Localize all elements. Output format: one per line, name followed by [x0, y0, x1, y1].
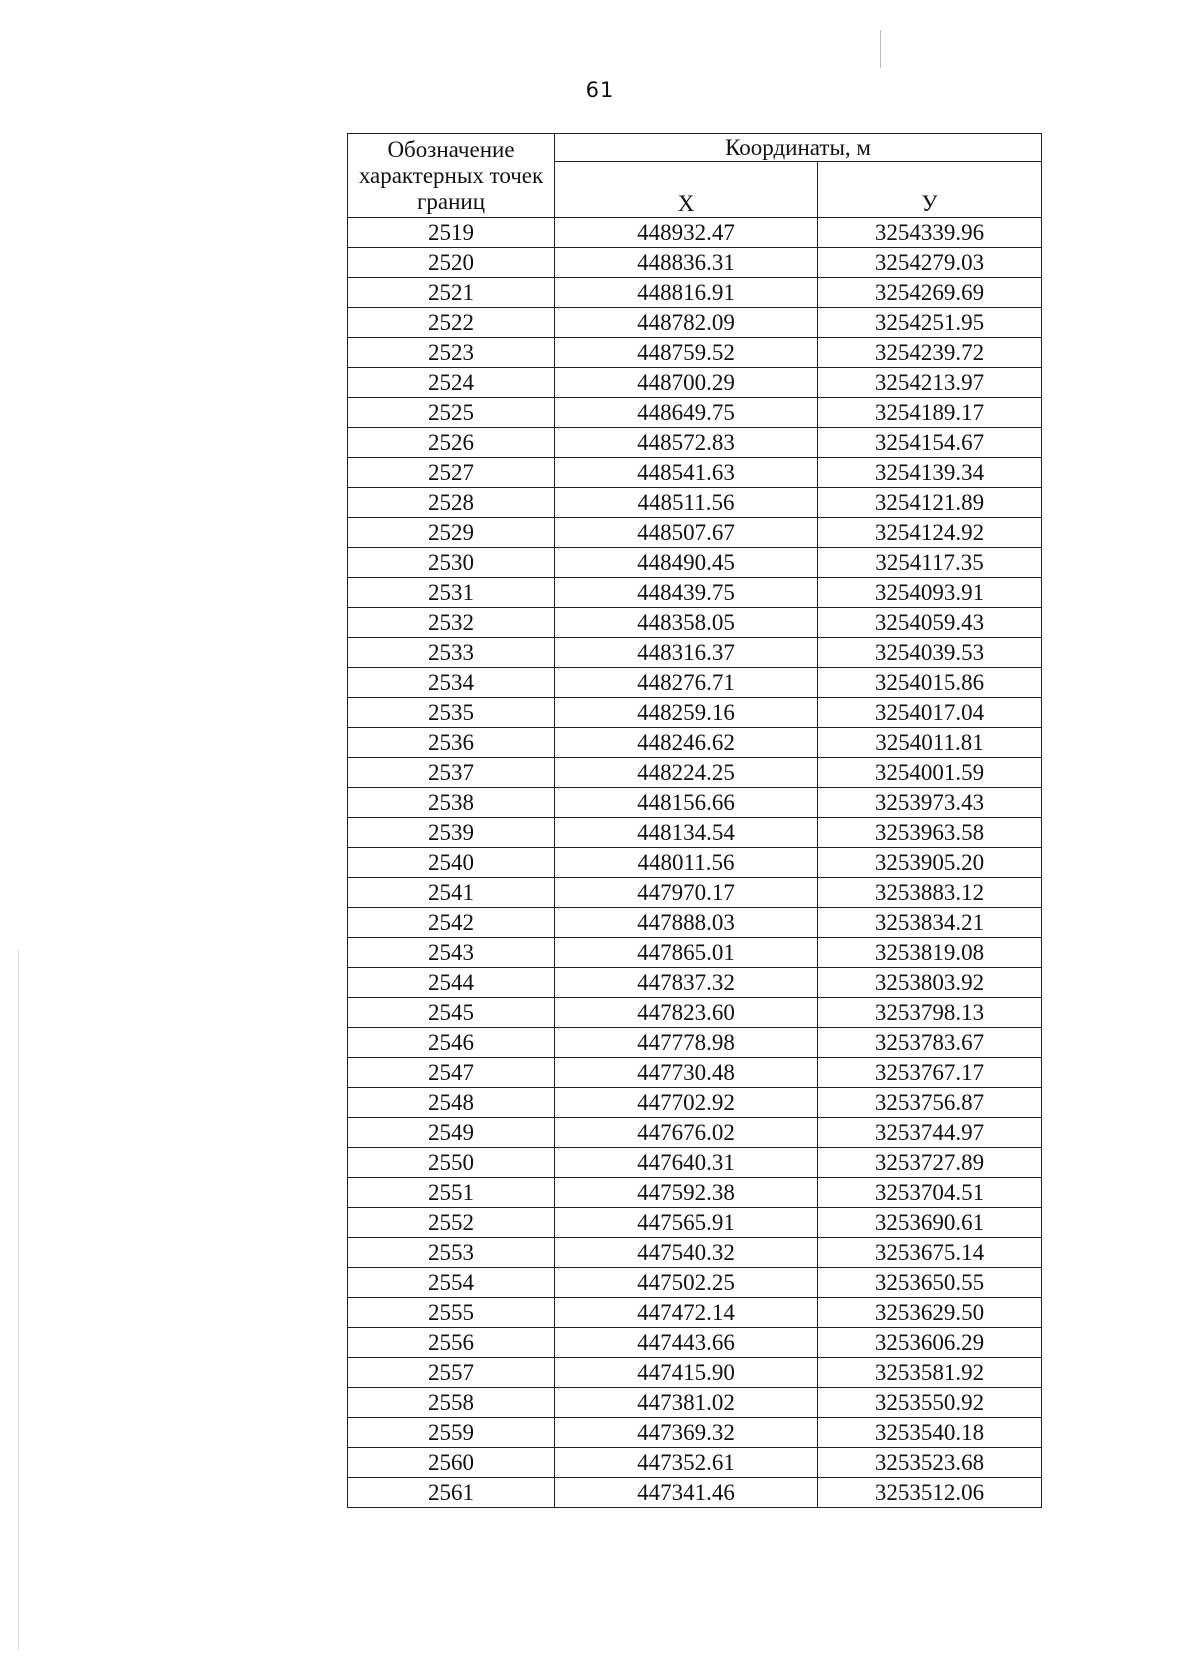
x-coordinate-cell: 448490.45 — [555, 548, 818, 578]
x-coordinate-cell: 448224.25 — [555, 758, 818, 788]
table-row — [348, 1238, 1042, 1268]
table-header — [348, 134, 1042, 218]
table-row — [348, 1208, 1042, 1238]
scan-mark — [18, 950, 19, 1650]
point-id-cell: 2523 — [348, 338, 555, 368]
table-row — [348, 1388, 1042, 1418]
table-row — [348, 338, 1042, 368]
table-row — [348, 518, 1042, 548]
y-coordinate-cell: 3253540.18 — [818, 1418, 1042, 1448]
x-coordinate-cell: 447888.03 — [555, 908, 818, 938]
table-row — [348, 308, 1042, 338]
x-coordinate-cell: 447472.14 — [555, 1298, 818, 1328]
point-id-cell: 2528 — [348, 488, 555, 518]
table-row — [348, 1358, 1042, 1388]
table-row — [348, 848, 1042, 878]
y-coordinate-cell: 3253973.43 — [818, 788, 1042, 818]
scan-mark — [880, 30, 881, 68]
x-coordinate-cell: 448541.63 — [555, 458, 818, 488]
point-id-cell: 2552 — [348, 1208, 555, 1238]
y-coordinate-cell: 3254039.53 — [818, 638, 1042, 668]
y-coordinate-cell: 3253905.20 — [818, 848, 1042, 878]
x-coordinate-cell: 447970.17 — [555, 878, 818, 908]
y-coordinate-cell: 3253690.61 — [818, 1208, 1042, 1238]
x-coordinate-cell: 447369.32 — [555, 1418, 818, 1448]
table-row — [348, 1418, 1042, 1448]
x-coordinate-cell: 448816.91 — [555, 278, 818, 308]
table-row — [348, 1268, 1042, 1298]
y-coordinate-cell: 3254017.04 — [818, 698, 1042, 728]
point-id-cell: 2521 — [348, 278, 555, 308]
table-row — [348, 938, 1042, 968]
table-row — [348, 548, 1042, 578]
y-coordinate-cell: 3253727.89 — [818, 1148, 1042, 1178]
y-coordinate-cell: 3253606.29 — [818, 1328, 1042, 1358]
coordinates-table — [347, 133, 1042, 1508]
table-row — [348, 998, 1042, 1028]
table-row — [348, 968, 1042, 998]
table-row — [348, 398, 1042, 428]
table-row — [348, 458, 1042, 488]
y-coordinate-cell: 3254011.81 — [818, 728, 1042, 758]
y-coordinate-cell: 3254059.43 — [818, 608, 1042, 638]
table-row — [348, 488, 1042, 518]
y-coordinate-cell: 3253581.92 — [818, 1358, 1042, 1388]
table-row — [348, 728, 1042, 758]
x-coordinate-cell: 448246.62 — [555, 728, 818, 758]
point-designation-header: Обозначение характерных точек границ — [348, 134, 555, 218]
point-id-cell: 2532 — [348, 608, 555, 638]
y-coordinate-cell: 3254121.89 — [818, 488, 1042, 518]
x-coordinate-cell: 447415.90 — [555, 1358, 818, 1388]
y-coordinate-cell: 3253704.51 — [818, 1178, 1042, 1208]
table-row — [348, 1118, 1042, 1148]
table-row — [348, 1028, 1042, 1058]
x-coordinate-cell: 448134.54 — [555, 818, 818, 848]
point-id-cell: 2550 — [348, 1148, 555, 1178]
table-row — [348, 758, 1042, 788]
point-id-cell: 2524 — [348, 368, 555, 398]
point-id-cell: 2547 — [348, 1058, 555, 1088]
point-id-cell: 2545 — [348, 998, 555, 1028]
point-id-cell: 2554 — [348, 1268, 555, 1298]
point-id-cell: 2526 — [348, 428, 555, 458]
y-coordinate-cell: 3253523.68 — [818, 1448, 1042, 1478]
y-coordinate-cell: 3253883.12 — [818, 878, 1042, 908]
x-coordinate-cell: 447592.38 — [555, 1178, 818, 1208]
table-row — [348, 578, 1042, 608]
point-id-cell: 2534 — [348, 668, 555, 698]
table-row — [348, 428, 1042, 458]
point-id-cell: 2522 — [348, 308, 555, 338]
point-id-cell: 2540 — [348, 848, 555, 878]
y-coordinate-cell: 3253675.14 — [818, 1238, 1042, 1268]
table-row — [348, 698, 1042, 728]
point-id-cell: 2557 — [348, 1358, 555, 1388]
page-number: 61 — [585, 78, 615, 102]
y-coordinate-cell: 3254139.34 — [818, 458, 1042, 488]
y-coordinate-cell: 3253744.97 — [818, 1118, 1042, 1148]
table-row — [348, 1298, 1042, 1328]
table-row — [348, 1478, 1042, 1508]
x-coordinate-cell: 448759.52 — [555, 338, 818, 368]
x-coordinate-cell: 448932.47 — [555, 218, 818, 248]
point-id-cell: 2551 — [348, 1178, 555, 1208]
point-id-cell: 2548 — [348, 1088, 555, 1118]
table-row — [348, 1328, 1042, 1358]
point-id-cell: 2538 — [348, 788, 555, 818]
y-coordinate-cell: 3253650.55 — [818, 1268, 1042, 1298]
x-coordinate-cell: 448782.09 — [555, 308, 818, 338]
table-row — [348, 1148, 1042, 1178]
x-coordinate-cell: 448259.16 — [555, 698, 818, 728]
x-coordinate-cell: 448276.71 — [555, 668, 818, 698]
x-coordinate-cell: 447865.01 — [555, 938, 818, 968]
point-id-cell: 2537 — [348, 758, 555, 788]
y-coordinate-cell: 3253798.13 — [818, 998, 1042, 1028]
x-coordinate-cell: 448836.31 — [555, 248, 818, 278]
point-id-cell: 2519 — [348, 218, 555, 248]
table-row — [348, 1058, 1042, 1088]
point-id-cell: 2527 — [348, 458, 555, 488]
point-id-cell: 2561 — [348, 1478, 555, 1508]
point-id-cell: 2543 — [348, 938, 555, 968]
x-coordinate-cell: 447540.32 — [555, 1238, 818, 1268]
table-row — [348, 608, 1042, 638]
table-row — [348, 818, 1042, 848]
y-coordinate-cell: 3254239.72 — [818, 338, 1042, 368]
table-row — [348, 278, 1042, 308]
y-coordinate-cell: 3254093.91 — [818, 578, 1042, 608]
y-coordinate-cell: 3254279.03 — [818, 248, 1042, 278]
point-id-cell: 2560 — [348, 1448, 555, 1478]
y-coordinate-cell: 3254189.17 — [818, 398, 1042, 428]
table-row — [348, 368, 1042, 398]
x-coordinate-cell: 447502.25 — [555, 1268, 818, 1298]
y-coordinate-cell: 3253819.08 — [818, 938, 1042, 968]
x-coordinate-cell: 447640.31 — [555, 1148, 818, 1178]
table-row — [348, 638, 1042, 668]
point-id-cell: 2555 — [348, 1298, 555, 1328]
table-row — [348, 878, 1042, 908]
point-id-cell: 2525 — [348, 398, 555, 428]
point-id-cell: 2535 — [348, 698, 555, 728]
x-coordinate-cell: 448011.56 — [555, 848, 818, 878]
y-coordinate-cell: 3253834.21 — [818, 908, 1042, 938]
table-row — [348, 1088, 1042, 1118]
x-coordinate-cell: 448649.75 — [555, 398, 818, 428]
x-coordinate-cell: 448572.83 — [555, 428, 818, 458]
y-coordinate-cell: 3254154.67 — [818, 428, 1042, 458]
point-id-cell: 2549 — [348, 1118, 555, 1148]
table-row — [348, 1448, 1042, 1478]
x-coordinate-cell: 448507.67 — [555, 518, 818, 548]
x-coordinate-cell: 448156.66 — [555, 788, 818, 818]
x-coordinate-cell: 447381.02 — [555, 1388, 818, 1418]
table-row — [348, 248, 1042, 278]
x-coordinate-cell: 447837.32 — [555, 968, 818, 998]
point-id-cell: 2556 — [348, 1328, 555, 1358]
point-id-cell: 2533 — [348, 638, 555, 668]
x-coordinate-cell: 448358.05 — [555, 608, 818, 638]
x-coordinate-cell: 447352.61 — [555, 1448, 818, 1478]
point-id-cell: 2529 — [348, 518, 555, 548]
table-row — [348, 218, 1042, 248]
coordinates-header: Координаты, м — [555, 134, 1042, 162]
y-coordinate-cell: 3253783.67 — [818, 1028, 1042, 1058]
table-row — [348, 908, 1042, 938]
y-coordinate-cell: 3254015.86 — [818, 668, 1042, 698]
x-coordinate-cell: 447823.60 — [555, 998, 818, 1028]
point-id-cell: 2536 — [348, 728, 555, 758]
point-id-cell: 2539 — [348, 818, 555, 848]
y-coordinate-cell: 3254269.69 — [818, 278, 1042, 308]
x-coordinate-cell: 447778.98 — [555, 1028, 818, 1058]
y-coordinate-cell: 3253550.92 — [818, 1388, 1042, 1418]
y-coordinate-cell: 3254213.97 — [818, 368, 1042, 398]
y-coordinate-cell: 3254251.95 — [818, 308, 1042, 338]
point-id-cell: 2531 — [348, 578, 555, 608]
table-row — [348, 668, 1042, 698]
table-row — [348, 1178, 1042, 1208]
y-coordinate-cell: 3253963.58 — [818, 818, 1042, 848]
point-id-cell: 2542 — [348, 908, 555, 938]
x-coordinate-cell: 448700.29 — [555, 368, 818, 398]
x-coordinate-cell: 448511.56 — [555, 488, 818, 518]
x-coordinate-cell: 447565.91 — [555, 1208, 818, 1238]
x-coordinate-cell: 447443.66 — [555, 1328, 818, 1358]
x-column-header: Х — [555, 162, 818, 218]
x-coordinate-cell: 447702.92 — [555, 1088, 818, 1118]
x-coordinate-cell: 448439.75 — [555, 578, 818, 608]
point-id-cell: 2541 — [348, 878, 555, 908]
x-coordinate-cell: 447341.46 — [555, 1478, 818, 1508]
point-id-cell: 2544 — [348, 968, 555, 998]
y-coordinate-cell: 3254124.92 — [818, 518, 1042, 548]
point-id-cell: 2530 — [348, 548, 555, 578]
y-coordinate-cell: 3254339.96 — [818, 218, 1042, 248]
y-coordinate-cell: 3253512.06 — [818, 1478, 1042, 1508]
point-id-cell: 2546 — [348, 1028, 555, 1058]
y-column-header: У — [818, 162, 1042, 218]
point-id-cell: 2559 — [348, 1418, 555, 1448]
y-coordinate-cell: 3253629.50 — [818, 1298, 1042, 1328]
x-coordinate-cell: 448316.37 — [555, 638, 818, 668]
y-coordinate-cell: 3254001.59 — [818, 758, 1042, 788]
point-id-cell: 2553 — [348, 1238, 555, 1268]
x-coordinate-cell: 447730.48 — [555, 1058, 818, 1088]
y-coordinate-cell: 3254117.35 — [818, 548, 1042, 578]
table-row — [348, 788, 1042, 818]
x-coordinate-cell: 447676.02 — [555, 1118, 818, 1148]
table-body — [348, 218, 1042, 1508]
point-id-cell: 2558 — [348, 1388, 555, 1418]
y-coordinate-cell: 3253767.17 — [818, 1058, 1042, 1088]
y-coordinate-cell: 3253756.87 — [818, 1088, 1042, 1118]
point-id-cell: 2520 — [348, 248, 555, 278]
y-coordinate-cell: 3253803.92 — [818, 968, 1042, 998]
